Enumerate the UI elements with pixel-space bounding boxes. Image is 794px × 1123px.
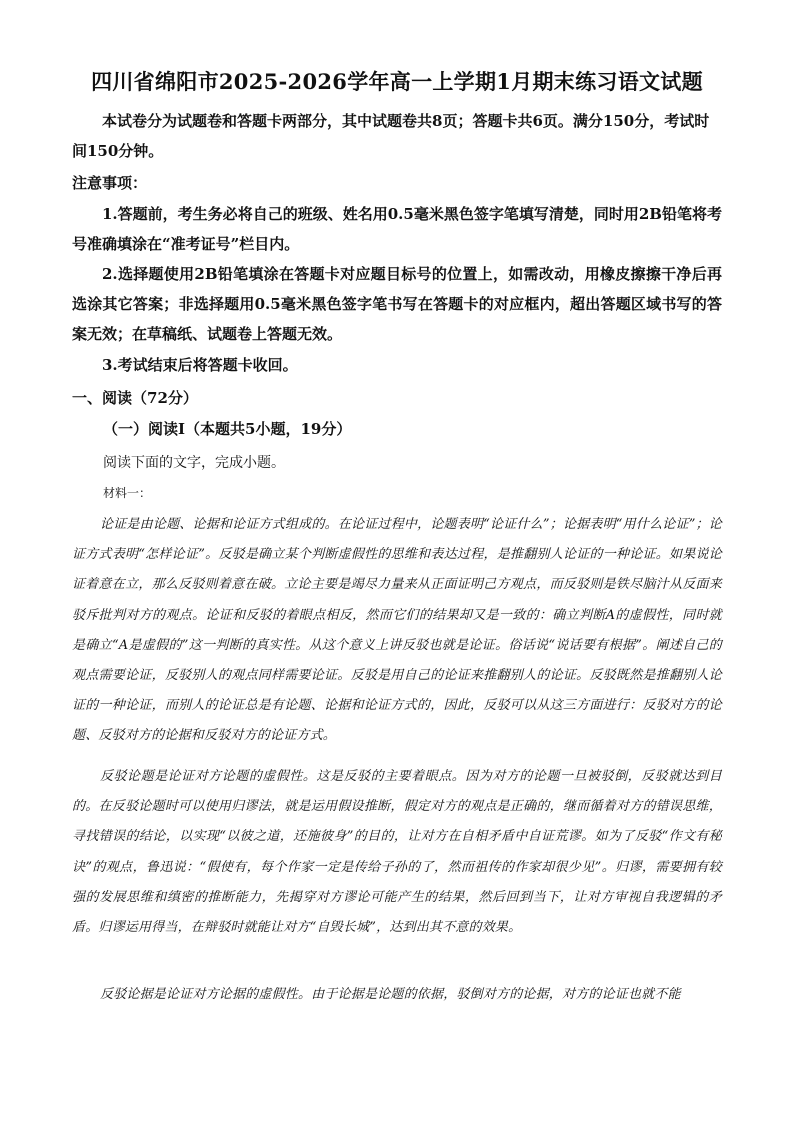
exam-intro: 本试卷分为试题卷和答题卡两部分，其中试题卷共8页；答题卡共6页。满分150分，考试时间150分钟。: [72, 112, 710, 160]
material-label: 材料一：: [103, 486, 152, 500]
section-heading: 一、阅读（72分）: [72, 389, 198, 407]
body-paragraph: 反驳论据是论证对方论据的虚假性。由于论据是论题的依据，驳倒对方的论据，对方的论证也就不能: [100, 987, 681, 1002]
notice-item-1: 1.答题前，考生务必将自己的班级、姓名用0.5毫米黑色签字笔填写清楚，同时用2B铅笔将考号准确填涂在“准考证号”栏目内。: [72, 205, 722, 253]
notice-item-3: 3.考试结束后将答题卡收回。: [102, 356, 298, 374]
body-paragraph: 论证是由论题、论据和论证方式组成的。在论证过程中，论题表明“论证什么”；论据表明“用什么论证”；论证方式表明“怎样论证”。反驳是确立某个判断虚假性的思维和表达过程，是推翻别人论证的一种论证。如果说论证着意在立，那么反驳则着意在破。立论主要是竭尽力量来从正面证明己方观点，而反驳则是铁尽脑汁从反面来驳斥批判对方的观点。论证和反驳的着眼点相反，然而它们的结果却又是一致的：确立判断A的虚假性，同时就是确立“A是虚假的”这一判断的真实性。从这个意义上讲反驳也就是论证。俗话说“说话要有根据”。阐述自己的观点需要论证，反驳别人的观点同样需要论证。反驳是用自己的论证来推翻别人的论证。反驳既然是推翻别人论证的一种论证，而别人的论证总是有论题、论据和论证方式的，因此，反驳可以从这三方面进行：反驳对方的论题、反驳对方的论据和反驳对方的论证方式。: [72, 517, 722, 744]
notice-heading: 注意事项：: [72, 174, 148, 192]
notice-item-2: 2.选择题使用2B铅笔填涂在答题卡对应题目标号的位置上，如需改动，用橡皮擦擦干净后再选涂其它答案；非选择题用0.5毫米黑色签字笔书写在答题卡的对应框内，超出答题区域书写的答案无效；在草稿纸、试题卷上答题无效。: [72, 265, 722, 343]
page-title: 四川省绵阳市2025-2026学年高一上学期1月期末练习语文试题: [91, 69, 703, 94]
reading-instruction: 阅读下面的文字，完成小题。: [103, 455, 285, 471]
subsection-heading: （一）阅读Ⅰ（本题共5小题，19分）: [103, 420, 352, 438]
body-paragraph: 反驳论题是论证对方论题的虚假性。这是反驳的主要着眼点。因为对方的论题一旦被驳倒，反驳就达到目的。在反驳论题时可以使用归谬法，就是运用假设推断，假定对方的观点是正确的，继而循着对方的错误思维，寻找错误的结论，以实现“以彼之道，还施彼身”的目的，让对方在自相矛盾中自证荒谬。如为了反驳“作文有秘诀”的观点，鲁迅说：“假使有，每个作家一定是传给子孙的了，然而祖传的作家却很少见”。归谬，需要拥有较强的发展思维和缜密的推断能力，先揭穿对方谬论可能产生的结果，然后回到当下，让对方审视自我逻辑的矛盾。归谬运用得当，在辩驳时就能让对方“自毁长城”，达到出其不意的效果。: [72, 769, 722, 936]
